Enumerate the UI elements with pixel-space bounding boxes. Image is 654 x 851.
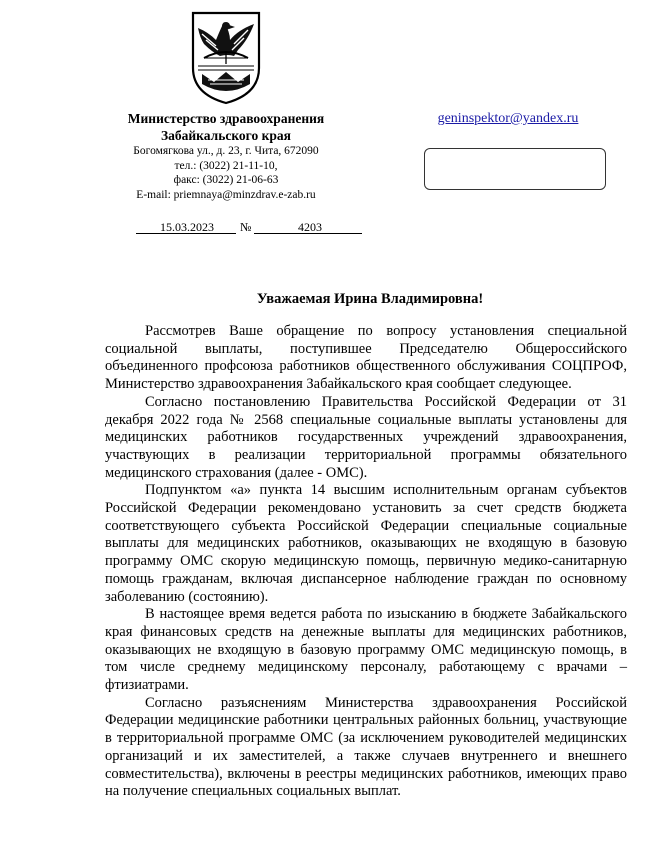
ministry-name-line1: Министерство здравоохранения	[127, 111, 325, 126]
number-underline	[254, 233, 362, 234]
recipient-address-box-redacted	[424, 148, 606, 190]
ministry-name-line2: Забайкальского края	[161, 128, 291, 143]
ministry-fax: факс: (3022) 21-06-63	[173, 174, 279, 186]
paragraph: В настоящее время ведется работа по изысканию в бюджете Забайкальского края финансовых средств на денежные выплаты для медицинских работников, оказывающих не входящую в базовую программу ОМС медицинскую помощь, в том числе среднему медицинскому персоналу, работающему с врачами – фтизиатрами.	[105, 606, 627, 694]
date-underline	[136, 233, 236, 234]
salutation: Уважаемая Ирина Владимировна!	[256, 291, 484, 307]
letter-number: 4203	[298, 220, 322, 234]
paragraph: Согласно разъяснениям Министерства здравоохранения Российской Федерации медицинские работники центральных районных больниц, участвующие в территориальной программе ОМС (за исключением руководителей медицинских организаций и их заместителей, а также случаев внутреннего и внешнего совместительства), включены в реестры медицинских работников, имеющих право на получение специальных социальных выплат.	[105, 694, 627, 800]
paragraph: Согласно постановлению Правительства Российской Федерации от 31 декабря 2022 года № 2568 специальные социальные выплаты установлены для медицинских работников государственных учреждений здравоохранения, участвующих в реализации территориальной программы обязательного медицинского страхования (далее - ОМС).	[105, 393, 627, 481]
recipient-email-link[interactable]: geninspektor@yandex.ru	[437, 111, 579, 126]
paragraph: Рассмотрев Ваше обращение по вопросу установления специальной социальной выплаты, поступившее Председателю Общероссийского объединенного профсоюза работников общественного обслуживания СОЦПРОФ, Министерство здравоохранения Забайкальского края сообщает следующее.	[105, 323, 627, 393]
paragraph: Подпунктом «а» пункта 14 высшим исполнительным органам субъектов Российской Федерации рекомендовано установить за счет средств бюджета соответствующего субъекта Российской Федерации специальные социальные выплаты для медицинских работников, оказывающих не входящую в базовую программу ОМС скорую медицинскую помощь, первичную медико-санитарную помощь гражданам, включая диспансерное наблюдение граждан по основному заболеванию (состоянию).	[105, 482, 627, 605]
number-sign: №	[240, 220, 252, 234]
ministry-email: E-mail: priemnaya@minzdrav.e-zab.ru	[136, 188, 316, 201]
coat-of-arms-emblem	[190, 10, 262, 106]
letter-date: 15.03.2023	[160, 220, 214, 234]
ministry-address: Богомягкова ул., д. 23, г. Чита, 672090	[133, 145, 319, 157]
ministry-phone: тел.: (3022) 21-11-10,	[174, 159, 278, 172]
letter-body	[105, 323, 627, 801]
registration-line	[136, 218, 362, 234]
sender-block	[100, 110, 352, 202]
